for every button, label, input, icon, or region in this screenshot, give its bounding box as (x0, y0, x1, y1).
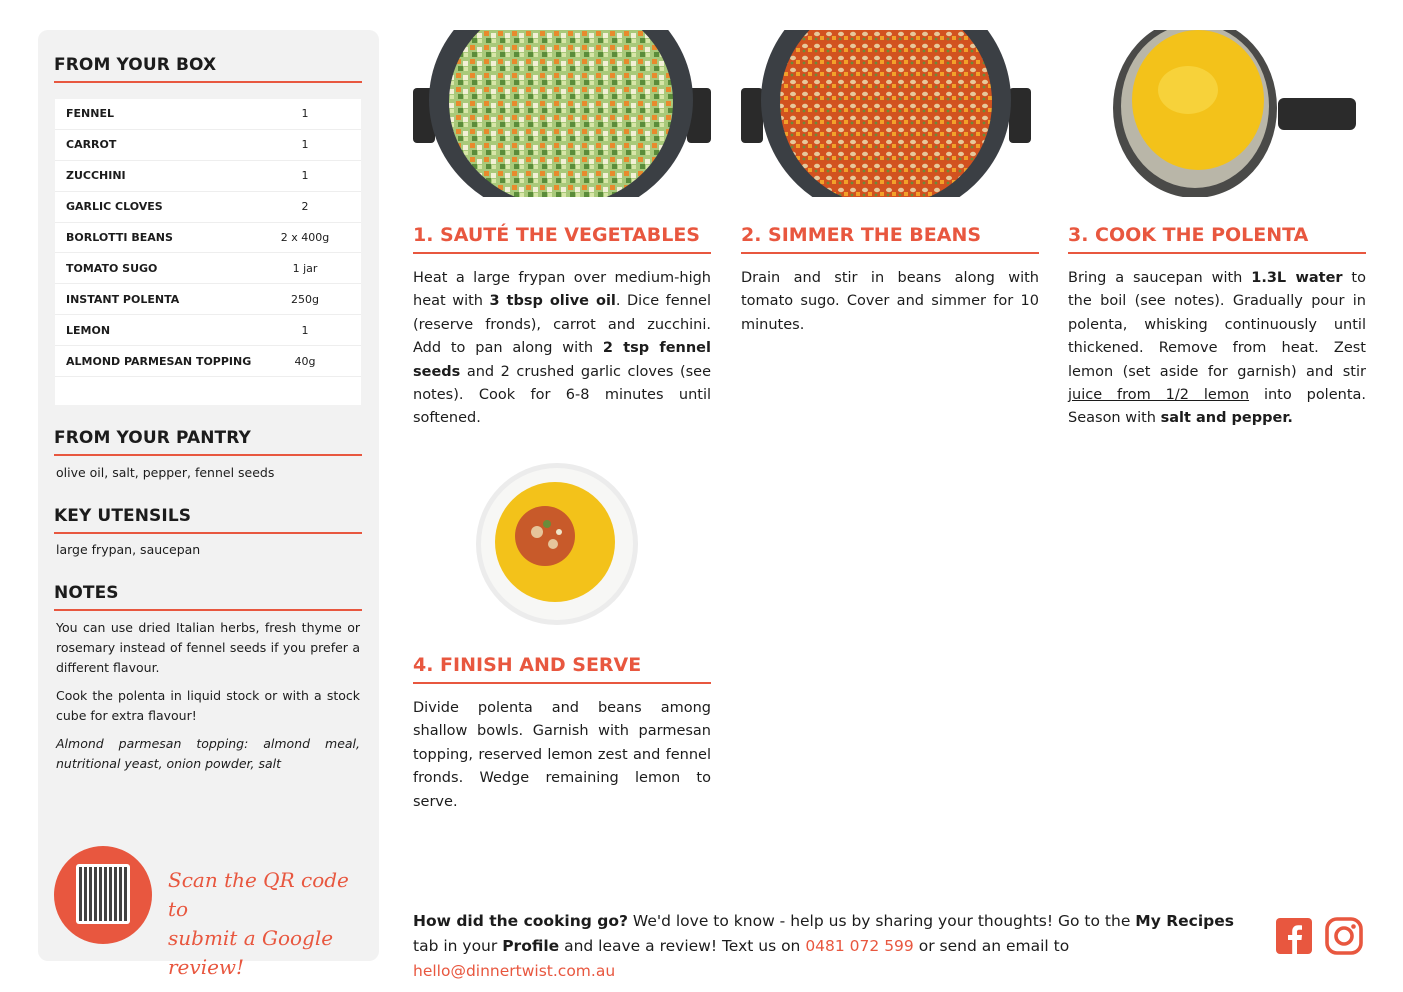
step-2-photo (741, 30, 1039, 197)
step-4-heading: 4. FINISH AND SERVE (413, 654, 711, 684)
bold-run: 2 tsp fennel seeds (413, 340, 711, 380)
facebook-icon[interactable] (1275, 917, 1313, 955)
text-run: . Dice fennel (reserve fronds), carrot and zucchini. Add to pan along with (413, 293, 711, 357)
step-3-heading: 3. COOK THE POLENTA (1068, 224, 1366, 254)
note-text: Almond parmesan topping: almond meal, nutritional yeast, onion powder, salt (56, 736, 360, 771)
ingredient-name: CARROT (66, 138, 117, 152)
bold-run: 1.3L water (1251, 270, 1343, 286)
profile-text: Profile (502, 937, 560, 955)
utensils-text: large frypan, saucepan (56, 542, 201, 557)
step-1-photo (413, 30, 711, 197)
bold-run: salt and pepper. (1160, 410, 1293, 427)
ingredient-qty: 1 (301, 323, 309, 337)
text-run: into polenta. Season with (1068, 387, 1367, 427)
footer-question: How did the cooking go? (413, 912, 628, 930)
email-link[interactable]: hello@dinnertwist.com.au (413, 962, 616, 980)
note-text: Cook the polenta in liquid stock or with a stock cube for extra flavour! (56, 688, 360, 723)
step-4-photo (475, 462, 639, 626)
table-row (55, 315, 361, 346)
instagram-icon[interactable] (1325, 917, 1363, 955)
table-row (55, 130, 361, 161)
pantry-text: olive oil, salt, pepper, fennel seeds (56, 465, 275, 480)
text-run: or send an email to (913, 937, 1070, 955)
step-3-text (1068, 267, 1366, 431)
ingredient-qty: 1 (301, 107, 309, 121)
key-utensils-heading: KEY UTENSILS (54, 506, 362, 534)
from-your-pantry-heading: FROM YOUR PANTRY (54, 428, 362, 456)
note-text: You can use dried Italian herbs, fresh thyme or rosemary instead of fennel seeds if you prefer a different flavour. (56, 620, 360, 675)
text-run: and leave a review! Text us on (559, 937, 806, 955)
table-row (55, 223, 361, 254)
table-row (55, 253, 361, 284)
phone-link[interactable]: 0481 072 599 (805, 937, 914, 955)
ingredients-sidebar (38, 30, 379, 979)
text-run: and 2 crushed garlic cloves (see notes). Cook for 6-8 minutes until softened. (413, 363, 711, 427)
qr-code-badge[interactable] (54, 846, 152, 944)
review-footer (413, 909, 1253, 984)
ingredient-qty: 2 x 400g (280, 231, 330, 244)
text-run: Heat a large frypan over medium-high heat with (413, 270, 711, 310)
ingredient-name: GARLIC CLOVES (66, 200, 163, 214)
ingredient-qty: 2 (301, 200, 309, 214)
from-your-box-heading: FROM YOUR BOX (54, 55, 362, 83)
qr-review-text (168, 866, 368, 982)
ingredient-name: INSTANT POLENTA (66, 292, 180, 306)
my-recipes-text: My Recipes (1135, 912, 1234, 930)
table-row (55, 99, 361, 130)
text-run: We'd love to know - help us by sharing your thoughts! Go to the (627, 912, 1136, 930)
text-run: to the boil (see notes). Gradually pour in polenta, whisking continuously until thickened. Remove from heat. Zest lemon (set aside for garnish) and stir (1068, 270, 1366, 380)
ingredient-qty: 1 (301, 138, 309, 152)
table-row (55, 346, 361, 377)
bold-run: 3 tbsp olive oil (489, 293, 616, 310)
text-run: tab in your (413, 937, 503, 955)
ingredient-name: ZUCCHINI (66, 169, 126, 183)
ingredient-name: FENNEL (66, 107, 114, 121)
qr-text-line: Scan the QR code to (168, 868, 349, 921)
step-2-heading: 2. SIMMER THE BEANS (741, 224, 1039, 254)
table-row (55, 161, 361, 192)
ingredient-name: TOMATO SUGO (66, 261, 158, 275)
ingredient-qty: 1 jar (292, 261, 318, 275)
step-1-text (413, 267, 711, 431)
table-row (55, 192, 361, 223)
ingredient-name: BORLOTTI BEANS (66, 231, 173, 244)
step-4-text: Divide polenta and beans among shallow bowls. Garnish with parmesan topping, reserved lemon zest and fennel fronds. Wedge remaining lemon to serve. (413, 700, 711, 810)
qr-code-icon[interactable] (76, 864, 130, 924)
step-2-text: Drain and stir in beans along with tomato sugo. Cover and simmer for 10 minutes. (741, 270, 1039, 333)
ingredient-name: ALMOND PARMESAN TOPPING (66, 354, 252, 368)
table-row (55, 284, 361, 315)
text-run: Bring a saucepan with (1068, 270, 1252, 286)
ingredient-name: LEMON (66, 323, 111, 337)
notes-heading: NOTES (54, 583, 362, 611)
ingredient-qty: 250g (291, 292, 319, 306)
ingredient-qty: 40g (294, 354, 316, 368)
box-ingredients-table (55, 99, 361, 405)
step-1-heading: 1. SAUTÉ THE VEGETABLES (413, 224, 711, 254)
ingredient-qty: 1 (301, 169, 309, 183)
underline-run: juice from 1/2 lemon (1068, 387, 1250, 404)
qr-text-line: submit a Google review! (168, 926, 334, 979)
step-3-photo (1068, 30, 1366, 197)
